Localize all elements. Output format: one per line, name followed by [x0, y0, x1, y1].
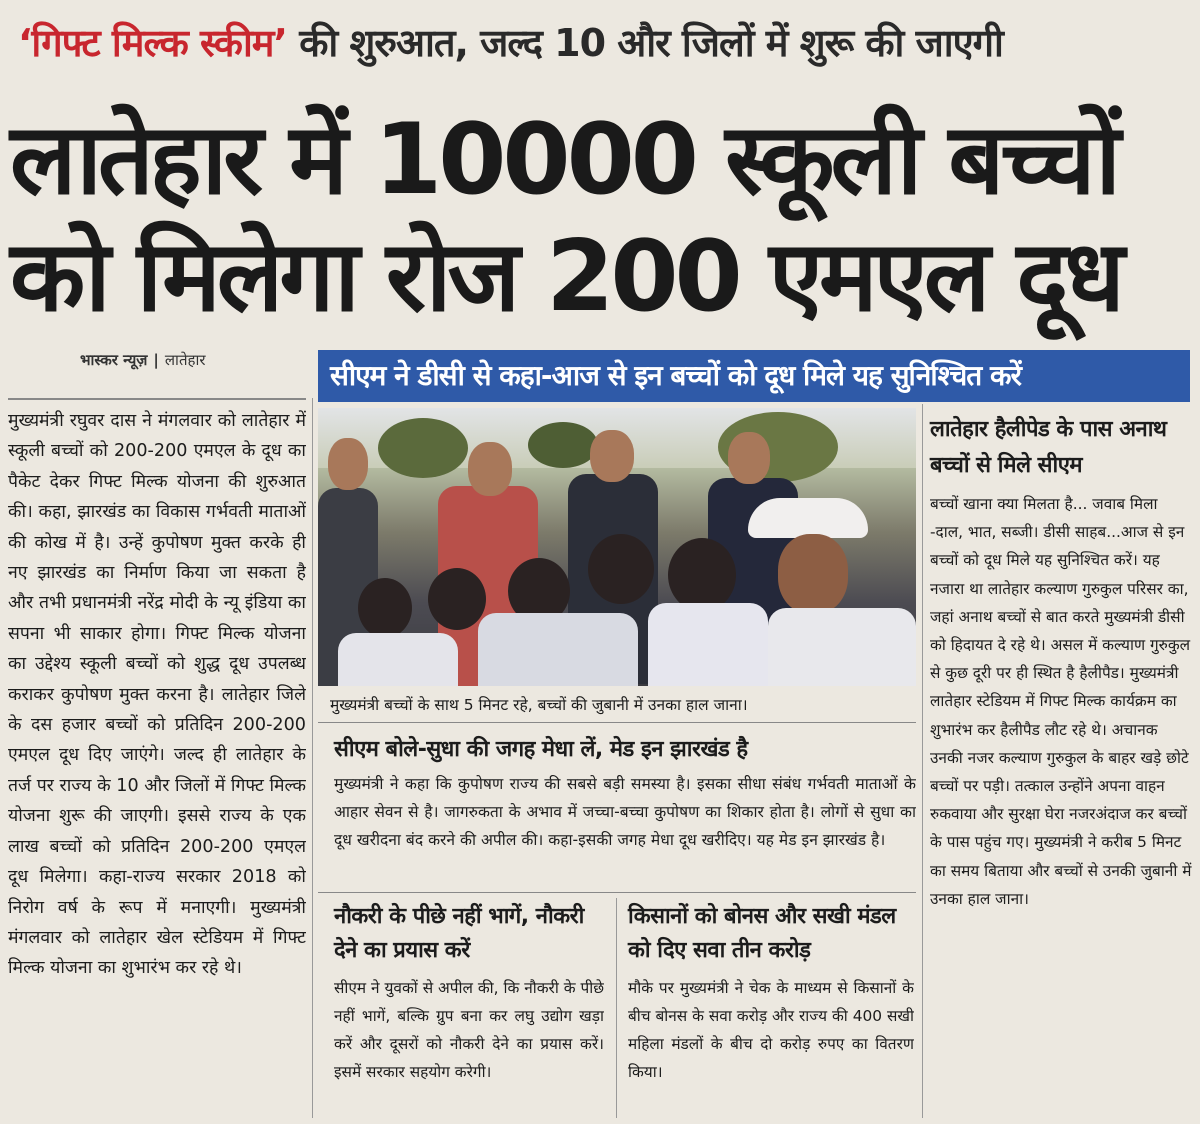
section-helipad-body: बच्चों खाना क्या मिलता है... जवाब मिला -दाल, भात, सब्जी। डीसी साहब...आज से इन बच्चों को दूध मिले यह सुनिश्चित करें। यह नजारा था लातेहार कल्याण गुरुकुल परिसर का, जहां अनाथ बच्चों से बात करते मुख्यमंत्री डीसी को हिदायत दे रहे थे। असल में कल्याण गुरुकुल से कुछ दूरी पर ही स्थित है हैलीपैड। मुख्यमंत्री लातेहार स्टेडियम में गिफ्ट मिल्क कार्यक्रम का शुभारंभ कर हैलीपैड लौट रहे थे। अचानक उनकी नजर कल्याण गुरुकुल के बाहर खड़े छोटे बच्चों पर पड़ी। तत्काल उन्होंने अपना वाहन रुकवाया और सुरक्षा घेरा नजरअंदाज कर बच्चों के पास पहुंच गए। मुख्यमंत्री ने करीब 5 मिनट का समय बिताया और बच्चों से उनकी जुबानी में उनका हाल जाना। — [930, 495, 1192, 908]
column-divider-bottom — [616, 898, 617, 1118]
section-jobs-body: सीएम ने युवकों से अपील की, कि नौकरी के पीछे नहीं भागें, बल्कि ग्रुप बना कर लघु उद्योग खड़ा करें और दूसरों को नौकरी देने का प्रयास करें। इसमें सरकार सहयोग करेगी। — [334, 979, 604, 1081]
kicker-rest: की शुरुआत, जल्द 10 और जिलों में शुरू की जाएगी — [286, 21, 1003, 65]
section-helipad-title: लातेहार हैलीपेड के पास अनाथ बच्चों से मिले सीएम — [930, 417, 1167, 478]
column-divider-left — [312, 398, 313, 1118]
kicker-highlight: ‘गिफ्ट मिल्क स्कीम’ — [18, 21, 287, 65]
photo-caption: मुख्यमंत्री बच्चों के साथ 5 मिनट रहे, बच्चों की जुबानी में उनका हाल जाना। — [330, 696, 748, 714]
section-sudha-body: मुख्यमंत्री ने कहा कि कुपोषण राज्य की सबसे बड़ी समस्या है। इसका सीधा संबंध गर्भवती माताओं के आहार सेवन से है। जागरुकता के अभाव में जच्चा-बच्चा कुपोषण का शिकार होता है। लोगों से सुधा का दूध खरीदना बंद करने की अपील की। कहा-इसकी जगह मेधा दूध खरीदिए। यह मेड इन झारखंड है। — [334, 775, 916, 849]
byline-source: भास्कर न्यूज़ — [80, 351, 148, 369]
section-jobs-title: नौकरी के पीछे नहीं भागें, नौकरी देने का प्रयास करें — [334, 904, 584, 963]
section-rule — [318, 892, 916, 893]
column-divider-right — [922, 404, 923, 1118]
banner-subheadline: सीएम ने डीसी से कहा-आज से इन बच्चों को दूध मिले यह सुनिश्चित करें — [318, 350, 1190, 402]
news-photo — [318, 408, 916, 686]
headline-line-1: लातेहार में 10000 स्कूली बच्चों — [10, 103, 1117, 217]
section-farmers-body: मौके पर मुख्यमंत्री ने चेक के माध्यम से किसानों के बीच बोनस के सवा करोड़ और राज्य की 400 सखी महिला मंडलों के बीच दो करोड़ रुपए का वितरण किया। — [628, 979, 914, 1081]
byline-location: लातेहार — [164, 351, 206, 369]
section-sudha-title: सीएम बोले-सुधा की जगह मेधा लें, मेड इन झारखंड है — [334, 737, 748, 762]
section-farmers-title: किसानों को बोनस और सखी मंडल को दिए सवा तीन करोड़ — [628, 904, 896, 963]
byline-separator: | — [153, 351, 159, 369]
headline-line-2: को मिलेगा रोज 200 एमएल दूध — [10, 220, 1121, 334]
main-story-text: मुख्यमंत्री रघुवर दास ने मंगलवार को लातेहार में स्कूली बच्चों को 200-200 एमएल के दूध का पैकेट देकर गिफ्ट मिल्क योजना की शुरुआत की। कहा, झारखंड का विकास गर्भवती माताओं की कोख में है। उन्हें कुपोषण मुक्त करके ही नए झारखंड का निर्माण किया जा सकता है और तभी प्रधानमंत्री नरेंद्र मोदी के न्यू इंडिया का सपना भी साकार होगा। गिफ्ट मिल्क योजना का उद्देश्य स्कूली बच्चों को शुद्ध दूध उपलब्ध कराकर कुपोषण मुक्त करना है। लातेहार जिले के दस हजार बच्चों को प्रतिदिन 200-200 एमएल दूध दिए जाएंगे। जल्द ही लातेहार के तर्ज पर राज्य के 10 और जिलों में गिफ्ट मिल्क योजना शुरू की जाएगी। इससे राज्य के एक लाख बच्चों को प्रतिदिन 200-200 एमएल दूध मिलेगा। कहा-राज्य सरकार 2018 को निरोग वर्ष के रूप में मनाएगी। मुख्यमंत्री मंगलवार को लातेहार खेल स्टेडियम में गिफ्ट मिल्क योजना का शुभारंभ कर रहे थे। — [8, 398, 306, 1118]
caption-rule — [318, 722, 916, 723]
kicker-headline — [18, 14, 1188, 72]
byline — [80, 348, 205, 372]
